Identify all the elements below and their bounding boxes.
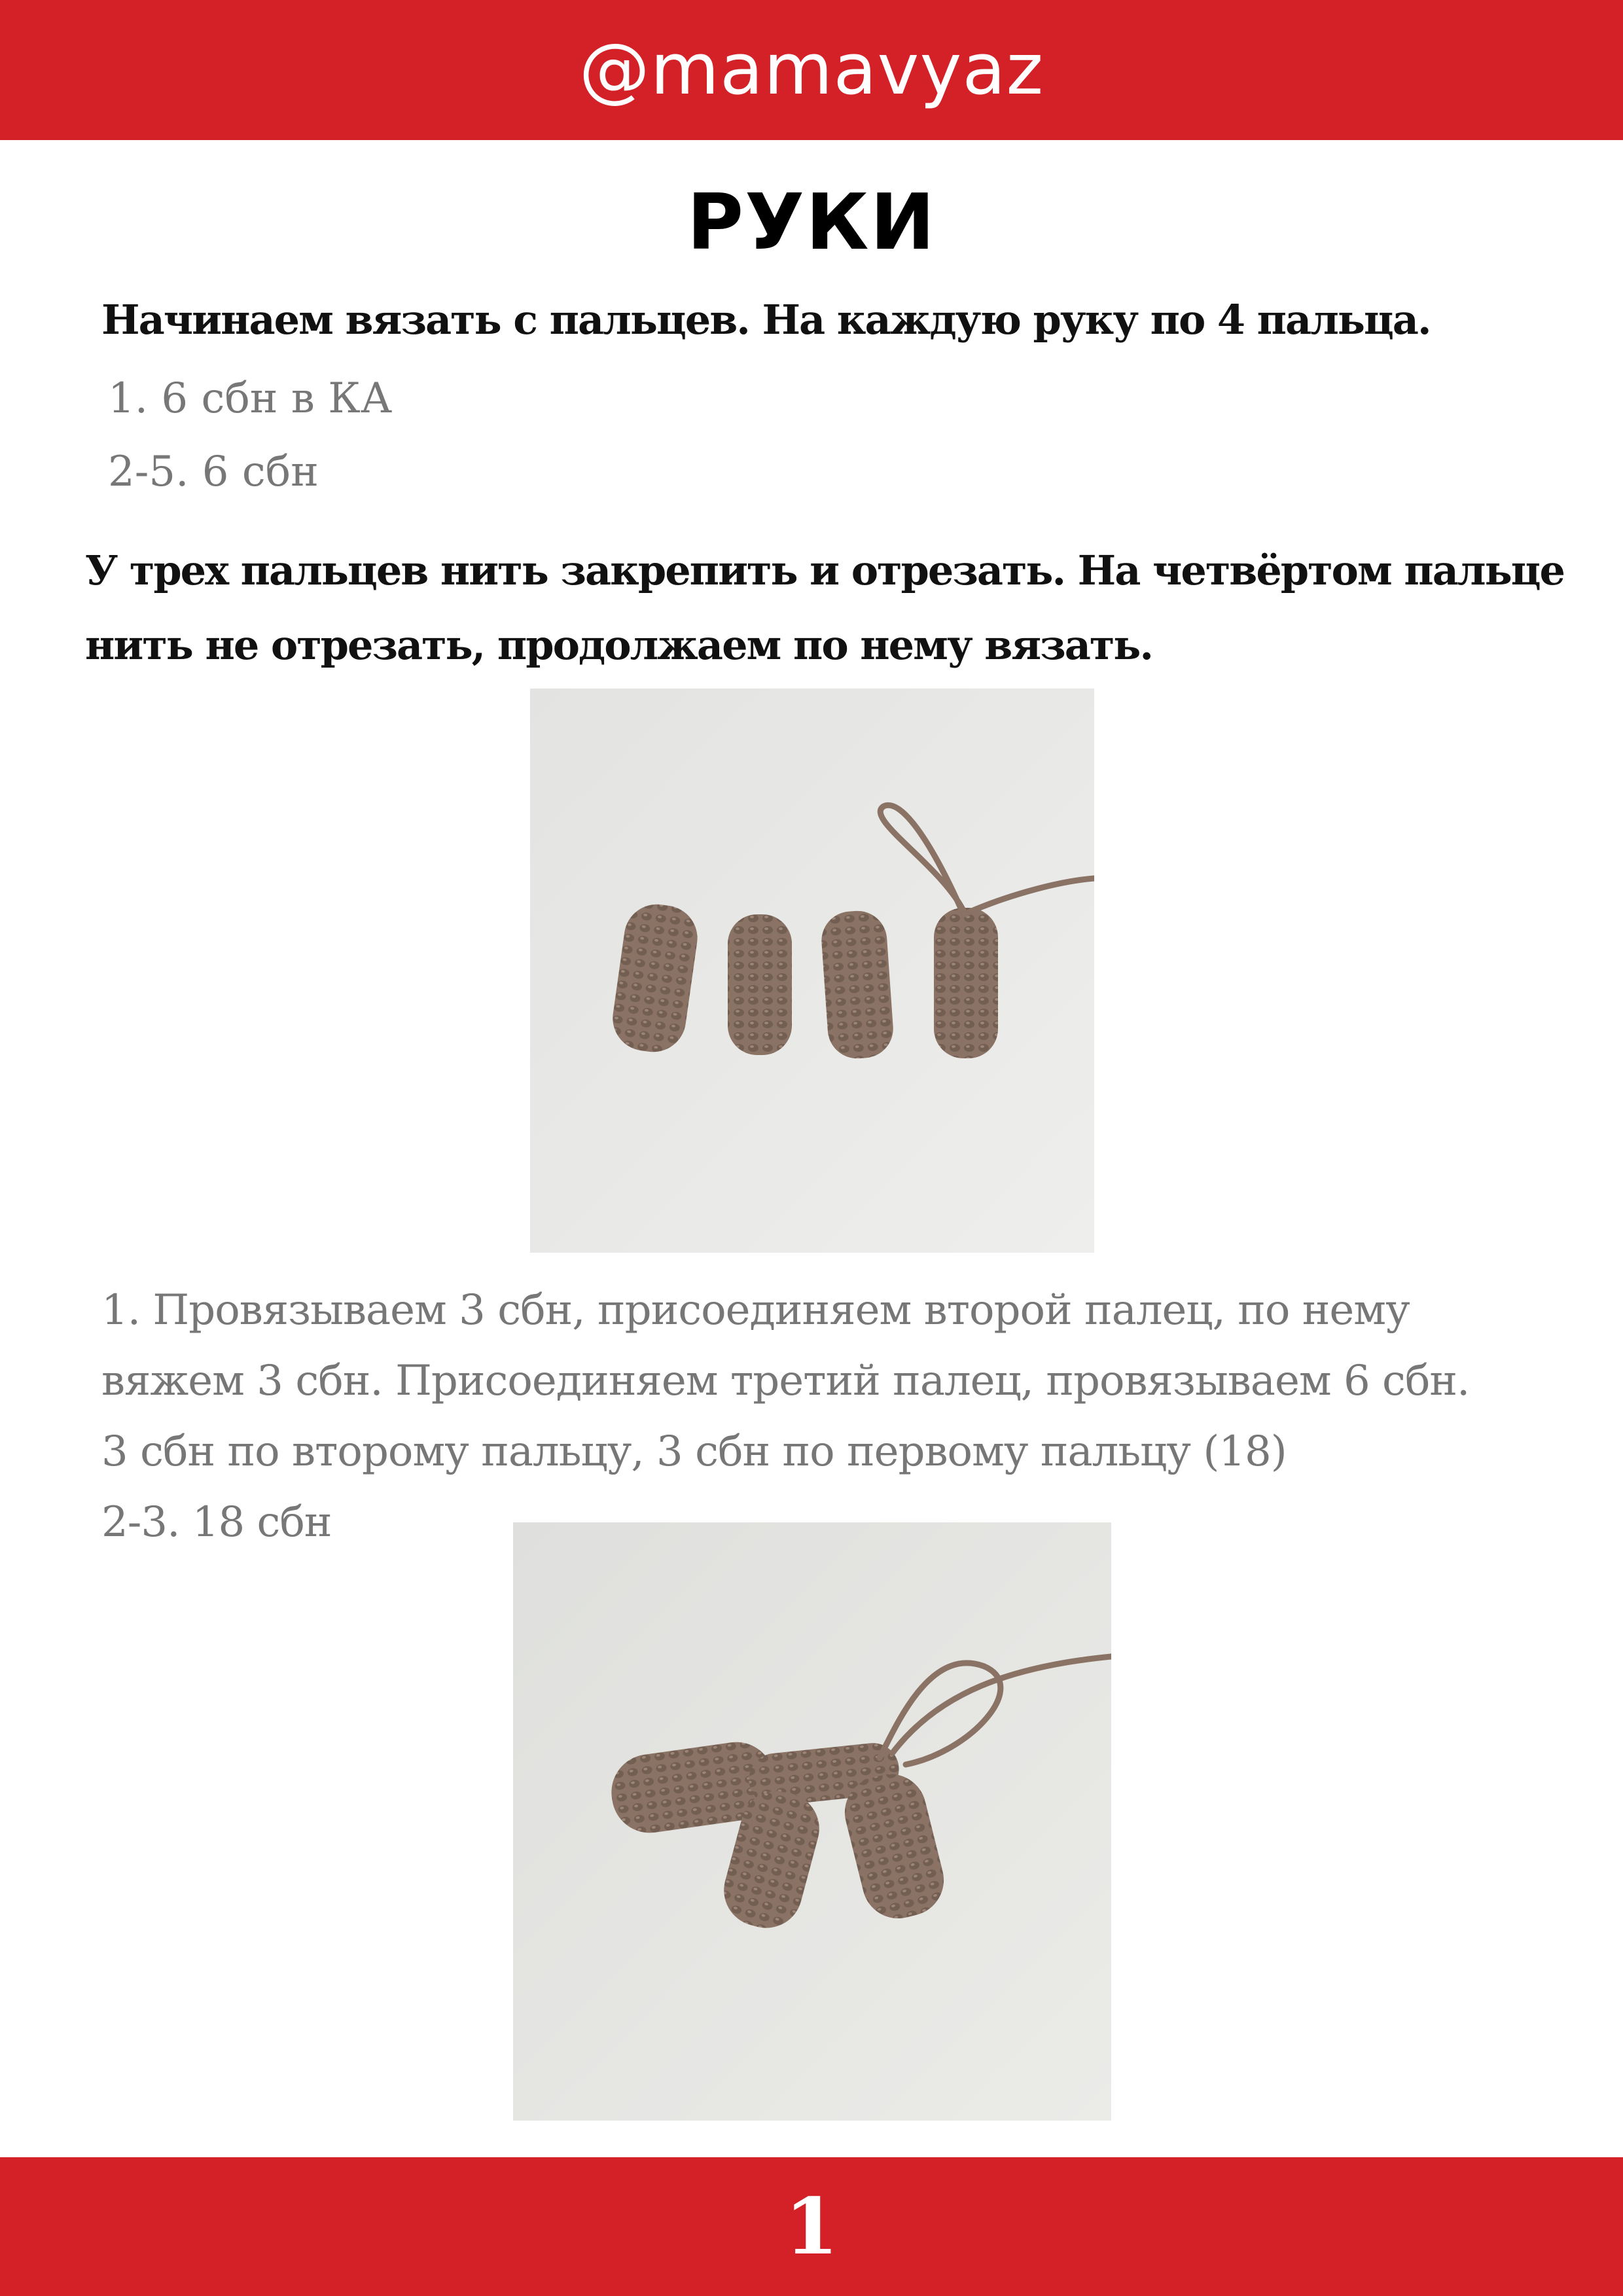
joining-round-line: 2-3. 18 сбн	[101, 1498, 332, 1547]
joining-instructions	[101, 1275, 1561, 1558]
four-fingers-photo	[530, 689, 1094, 1253]
finger-round-1: 1. 6 сбн в КА	[108, 374, 393, 423]
crochet-finger	[728, 914, 792, 1055]
finger-round-2: 2-5. 6 сбн	[108, 448, 319, 496]
page-title: РУКИ	[687, 177, 936, 267]
intro-text: Начинаем вязать с пальцев. На каждую руку по 4 пальца.	[101, 296, 1431, 344]
crochet-finger	[819, 909, 895, 1060]
joining-round-line: 3 сбн по второму пальцу, 3 сбн по первому пальцу (18)	[101, 1427, 1287, 1476]
joining-round-line: вяжем 3 сбн. Присоединяем третий палец, провязываем 6 сбн.	[101, 1357, 1470, 1405]
joined-fingers-photo	[513, 1522, 1111, 2121]
page-number: 1	[784, 2181, 839, 2272]
author-handle: @mamavyaz	[579, 29, 1044, 111]
finger-note: У трех пальцев нить закрепить и отрезать. На четвёртом пальце нить не отрезать, продолжаем по нему вязать.	[85, 547, 1564, 669]
joining-round-line: 1. Провязываем 3 сбн, присоединяем второй палец, по нему	[101, 1286, 1410, 1335]
